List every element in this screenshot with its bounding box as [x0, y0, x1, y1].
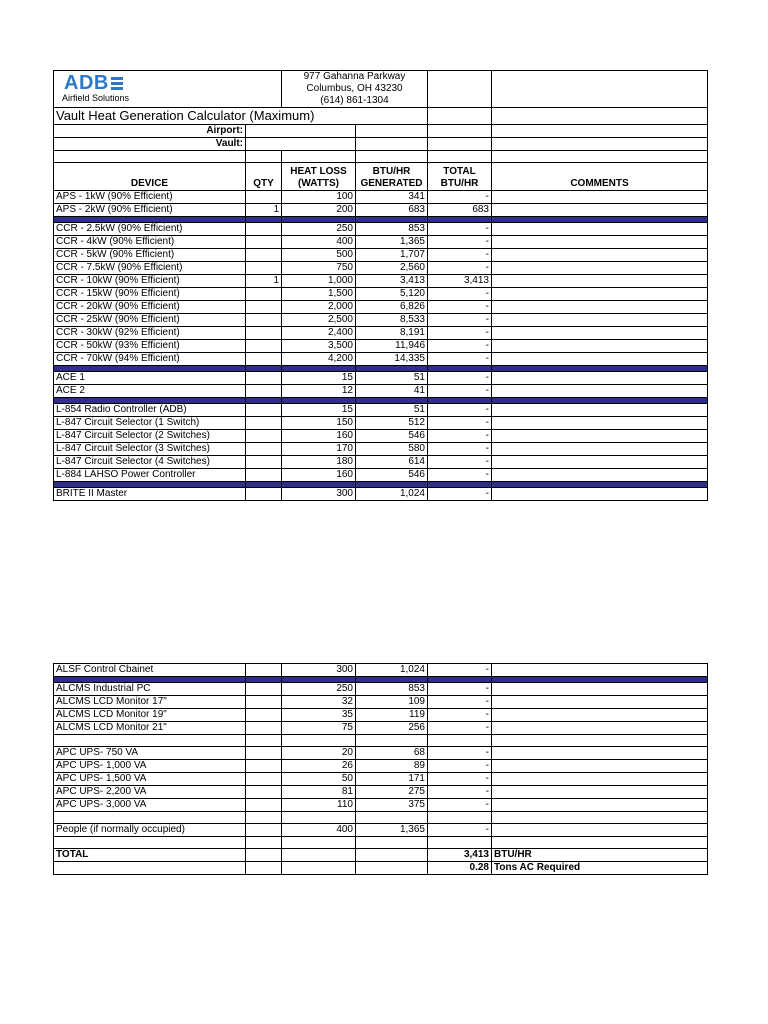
btu-generated: 546 [356, 430, 428, 443]
heat-loss-watts: 500 [282, 249, 356, 262]
table-row [54, 353, 708, 366]
comments-cell[interactable] [492, 262, 708, 275]
device-name: APC UPS- 3,000 VA [54, 799, 246, 812]
total-btu: 3,413 [428, 275, 492, 288]
device-name: APC UPS- 2,200 VA [54, 786, 246, 799]
btu-generated: 256 [356, 722, 428, 735]
total-btu: - [428, 722, 492, 735]
qty-input[interactable] [246, 799, 282, 812]
qty-input[interactable] [246, 786, 282, 799]
btu-generated: 8,191 [356, 327, 428, 340]
comments-cell[interactable] [492, 340, 708, 353]
comments-cell[interactable] [492, 664, 708, 677]
device-name: APC UPS- 1,500 VA [54, 773, 246, 786]
address-block [282, 71, 428, 108]
address-line-2: Columbus, OH 43230 [306, 83, 403, 94]
device-name: ACE 1 [54, 372, 246, 385]
qty-input[interactable] [246, 223, 282, 236]
qty-input[interactable] [246, 456, 282, 469]
table-row [54, 786, 708, 799]
device-name: L-847 Circuit Selector (3 Switches) [54, 443, 246, 456]
table-row [54, 664, 708, 677]
qty-input[interactable] [246, 314, 282, 327]
device-name: L-847 Circuit Selector (2 Switches) [54, 430, 246, 443]
device-name: L-847 Circuit Selector (4 Switches) [54, 456, 246, 469]
qty-input[interactable] [246, 301, 282, 314]
heat-loss-watts: 4,200 [282, 353, 356, 366]
device-name: L-854 Radio Controller (ADB) [54, 404, 246, 417]
heat-loss-watts: 1,500 [282, 288, 356, 301]
col-comments: COMMENTS [492, 163, 708, 191]
address-line-3: (614) 861-1304 [320, 95, 389, 106]
total-btu: - [428, 236, 492, 249]
total-label: TOTAL [54, 849, 246, 862]
heat-loss-watts: 250 [282, 683, 356, 696]
btu-generated: 51 [356, 404, 428, 417]
btu-generated: 51 [356, 372, 428, 385]
device-name: ALCMS Industrial PC [54, 683, 246, 696]
table-row [54, 430, 708, 443]
comments-cell[interactable] [492, 223, 708, 236]
total-btu: - [428, 683, 492, 696]
device-name: BRITE II Master [54, 488, 246, 501]
table-row [54, 288, 708, 301]
heat-loss-watts: 15 [282, 372, 356, 385]
logo-subtitle: Airfield Solutions [62, 93, 130, 103]
table-row [54, 417, 708, 430]
heat-loss-watts: 81 [282, 786, 356, 799]
qty-input[interactable] [246, 709, 282, 722]
total-btu: - [428, 404, 492, 417]
heat-loss-watts: 35 [282, 709, 356, 722]
btu-generated: 341 [356, 191, 428, 204]
total-btu: - [428, 372, 492, 385]
table-row [54, 262, 708, 275]
total-btu: - [428, 385, 492, 398]
btu-generated: 109 [356, 696, 428, 709]
table-row [54, 683, 708, 696]
total-btu: - [428, 262, 492, 275]
comments-cell[interactable] [492, 417, 708, 430]
btu-generated: 1,365 [356, 236, 428, 249]
table-row [54, 469, 708, 482]
device-name: ALCMS LCD Monitor 21" [54, 722, 246, 735]
qty-input[interactable] [246, 824, 282, 837]
btu-generated: 171 [356, 773, 428, 786]
btu-generated: 683 [356, 204, 428, 217]
total-btu: - [428, 417, 492, 430]
calculator-table-top [53, 70, 708, 501]
btu-generated: 8,533 [356, 314, 428, 327]
heat-loss-watts: 300 [282, 664, 356, 677]
table-row [54, 760, 708, 773]
comments-cell[interactable] [492, 683, 708, 696]
qty-input[interactable] [246, 488, 282, 501]
table-row [54, 773, 708, 786]
table-row [54, 236, 708, 249]
btu-generated: 546 [356, 469, 428, 482]
qty-input[interactable] [246, 249, 282, 262]
qty-input[interactable] [246, 404, 282, 417]
total-btu: - [428, 696, 492, 709]
table-row [54, 747, 708, 760]
qty-input[interactable] [246, 372, 282, 385]
btu-generated: 1,707 [356, 249, 428, 262]
vault-label: Vault: [54, 138, 246, 151]
btu-generated: 614 [356, 456, 428, 469]
qty-input[interactable] [246, 722, 282, 735]
btu-generated: 853 [356, 683, 428, 696]
qty-input[interactable]: 1 [246, 204, 282, 217]
table-row [54, 404, 708, 417]
heat-loss-watts: 100 [282, 191, 356, 204]
heat-loss-watts: 1,000 [282, 275, 356, 288]
comments-cell[interactable] [492, 275, 708, 288]
total-btu: - [428, 430, 492, 443]
heat-loss-watts: 300 [282, 488, 356, 501]
table-row [54, 722, 708, 735]
comments-cell[interactable] [492, 456, 708, 469]
device-name: CCR - 10kW (90% Efficient) [54, 275, 246, 288]
device-name: CCR - 70kW (94% Efficient) [54, 353, 246, 366]
qty-input[interactable] [246, 385, 282, 398]
device-name: CCR - 7.5kW (90% Efficient) [54, 262, 246, 275]
device-name: CCR - 5kW (90% Efficient) [54, 249, 246, 262]
tons-value: 0.28 [428, 862, 492, 875]
total-btu: - [428, 709, 492, 722]
device-name: CCR - 30kW (92% Efficient) [54, 327, 246, 340]
btu-generated: 2,560 [356, 262, 428, 275]
blank-row [54, 735, 708, 747]
qty-input[interactable] [246, 683, 282, 696]
total-btu: - [428, 760, 492, 773]
total-btu: - [428, 223, 492, 236]
heat-loss-watts: 400 [282, 824, 356, 837]
total-btu-value: 3,413 [428, 849, 492, 862]
total-btu: - [428, 773, 492, 786]
btu-generated: 275 [356, 786, 428, 799]
total-btu: - [428, 249, 492, 262]
btu-generated: 580 [356, 443, 428, 456]
comments-cell[interactable] [492, 430, 708, 443]
qty-input[interactable] [246, 262, 282, 275]
comments-cell[interactable] [492, 404, 708, 417]
airport-label: Airport: [54, 125, 246, 138]
device-name: ALCMS LCD Monitor 19" [54, 709, 246, 722]
qty-input[interactable] [246, 288, 282, 301]
table-row [54, 191, 708, 204]
heat-loss-watts: 750 [282, 262, 356, 275]
total-btu: - [428, 664, 492, 677]
heat-loss-watts: 75 [282, 722, 356, 735]
vault-input[interactable] [246, 138, 356, 151]
address-line-1: 977 Gahanna Parkway [303, 71, 406, 82]
comments-cell[interactable] [492, 372, 708, 385]
calculator-table-bottom [53, 663, 708, 875]
device-name: CCR - 4kW (90% Efficient) [54, 236, 246, 249]
heat-loss-watts: 160 [282, 430, 356, 443]
adb-logo: ADB [64, 72, 109, 94]
btu-generated: 512 [356, 417, 428, 430]
btu-generated: 375 [356, 799, 428, 812]
qty-input[interactable] [246, 773, 282, 786]
btu-generated: 14,335 [356, 353, 428, 366]
table-row [54, 824, 708, 837]
heat-loss-watts: 15 [282, 404, 356, 417]
comments-cell[interactable] [492, 799, 708, 812]
comments-cell[interactable] [492, 443, 708, 456]
comments-cell[interactable] [492, 488, 708, 501]
total-btu-unit: BTU/HR [492, 849, 708, 862]
qty-input[interactable] [246, 747, 282, 760]
qty-input[interactable] [246, 417, 282, 430]
col-heat-loss: HEAT LOSS (WATTS) [282, 163, 356, 191]
total-btu: - [428, 340, 492, 353]
heat-loss-watts: 200 [282, 204, 356, 217]
airport-input[interactable] [246, 125, 356, 138]
heat-loss-watts: 180 [282, 456, 356, 469]
total-btu: - [428, 799, 492, 812]
heat-loss-watts: 160 [282, 469, 356, 482]
tons-row [54, 862, 708, 875]
total-btu: - [428, 488, 492, 501]
device-name: APS - 1kW (90% Efficient) [54, 191, 246, 204]
logo-cell [54, 71, 282, 108]
comments-cell[interactable] [492, 760, 708, 773]
qty-input[interactable] [246, 340, 282, 353]
comments-cell[interactable] [492, 327, 708, 340]
comments-cell[interactable] [492, 709, 708, 722]
heat-loss-watts: 12 [282, 385, 356, 398]
table-row [54, 709, 708, 722]
device-name: CCR - 25kW (90% Efficient) [54, 314, 246, 327]
total-btu: - [428, 191, 492, 204]
device-name: ALSF Control Cbainet [54, 664, 246, 677]
comments-cell[interactable] [492, 314, 708, 327]
total-btu: - [428, 747, 492, 760]
page-title: Vault Heat Generation Calculator (Maximum) [54, 108, 428, 125]
total-btu: 683 [428, 204, 492, 217]
comments-cell[interactable] [492, 236, 708, 249]
qty-input[interactable] [246, 696, 282, 709]
comments-cell[interactable] [492, 773, 708, 786]
table-row [54, 443, 708, 456]
table-row [54, 340, 708, 353]
device-name: APS - 2kW (90% Efficient) [54, 204, 246, 217]
device-name: ALCMS LCD Monitor 17" [54, 696, 246, 709]
table-row [54, 249, 708, 262]
total-btu: - [428, 288, 492, 301]
column-header-row [54, 163, 708, 191]
qty-input[interactable] [246, 353, 282, 366]
heat-loss-watts: 250 [282, 223, 356, 236]
comments-cell[interactable] [492, 696, 708, 709]
total-btu: - [428, 353, 492, 366]
table-row [54, 456, 708, 469]
device-name: APC UPS- 1,000 VA [54, 760, 246, 773]
device-name: L-884 LAHSO Power Controller [54, 469, 246, 482]
total-btu: - [428, 301, 492, 314]
comments-cell[interactable] [492, 824, 708, 837]
btu-generated: 5,120 [356, 288, 428, 301]
heat-loss-watts: 3,500 [282, 340, 356, 353]
device-name: CCR - 20kW (90% Efficient) [54, 301, 246, 314]
btu-generated: 1,024 [356, 488, 428, 501]
comments-cell[interactable] [492, 288, 708, 301]
col-btu-generated: BTU/HR GENERATED [356, 163, 428, 191]
device-name: CCR - 2.5kW (90% Efficient) [54, 223, 246, 236]
btu-generated: 1,365 [356, 824, 428, 837]
total-btu: - [428, 456, 492, 469]
qty-input[interactable] [246, 760, 282, 773]
device-name: ACE 2 [54, 385, 246, 398]
qty-input[interactable] [246, 443, 282, 456]
comments-cell[interactable] [492, 204, 708, 217]
comments-cell[interactable] [492, 385, 708, 398]
tons-label: Tons AC Required [492, 862, 708, 875]
total-btu: - [428, 824, 492, 837]
heat-loss-watts: 20 [282, 747, 356, 760]
col-device: DEVICE [54, 163, 246, 191]
qty-input[interactable] [246, 191, 282, 204]
heat-loss-watts: 2,000 [282, 301, 356, 314]
btu-generated: 853 [356, 223, 428, 236]
comments-cell[interactable] [492, 786, 708, 799]
comments-cell[interactable] [492, 249, 708, 262]
table-row [54, 301, 708, 314]
total-btu: - [428, 314, 492, 327]
blank-row [54, 812, 708, 824]
total-row [54, 849, 708, 862]
table-row [54, 488, 708, 501]
qty-input[interactable] [246, 430, 282, 443]
comments-cell[interactable] [492, 301, 708, 314]
device-name: CCR - 15kW (90% Efficient) [54, 288, 246, 301]
table-row [54, 327, 708, 340]
heat-loss-watts: 150 [282, 417, 356, 430]
device-name: People (if normally occupied) [54, 824, 246, 837]
comments-cell[interactable] [492, 722, 708, 735]
device-name: APC UPS- 750 VA [54, 747, 246, 760]
btu-generated: 68 [356, 747, 428, 760]
device-name: CCR - 50kW (93% Efficient) [54, 340, 246, 353]
table-row [54, 223, 708, 236]
col-total-btu: TOTAL BTU/HR [428, 163, 492, 191]
table-row [54, 204, 708, 217]
btu-generated: 3,413 [356, 275, 428, 288]
heat-loss-watts: 2,400 [282, 327, 356, 340]
qty-input[interactable] [246, 236, 282, 249]
device-name: L-847 Circuit Selector (1 Switch) [54, 417, 246, 430]
total-btu: - [428, 327, 492, 340]
table-row [54, 314, 708, 327]
comments-cell[interactable] [492, 469, 708, 482]
table-row [54, 372, 708, 385]
qty-input[interactable] [246, 469, 282, 482]
btu-generated: 1,024 [356, 664, 428, 677]
heat-loss-watts: 110 [282, 799, 356, 812]
qty-input[interactable]: 1 [246, 275, 282, 288]
btu-generated: 89 [356, 760, 428, 773]
qty-input[interactable] [246, 327, 282, 340]
heat-loss-watts: 50 [282, 773, 356, 786]
qty-input[interactable] [246, 664, 282, 677]
table-row [54, 385, 708, 398]
heat-loss-watts: 170 [282, 443, 356, 456]
comments-cell[interactable] [492, 191, 708, 204]
comments-cell[interactable] [492, 353, 708, 366]
total-btu: - [428, 443, 492, 456]
btu-generated: 6,826 [356, 301, 428, 314]
total-btu: - [428, 469, 492, 482]
table-row [54, 696, 708, 709]
heat-loss-watts: 26 [282, 760, 356, 773]
heat-loss-watts: 2,500 [282, 314, 356, 327]
total-btu: - [428, 786, 492, 799]
btu-generated: 119 [356, 709, 428, 722]
table-row [54, 275, 708, 288]
logo-bars-icon [111, 75, 123, 92]
btu-generated: 41 [356, 385, 428, 398]
comments-cell[interactable] [492, 747, 708, 760]
btu-generated: 11,946 [356, 340, 428, 353]
heat-loss-watts: 32 [282, 696, 356, 709]
heat-loss-watts: 400 [282, 236, 356, 249]
table-row [54, 799, 708, 812]
col-qty: QTY [246, 163, 282, 191]
